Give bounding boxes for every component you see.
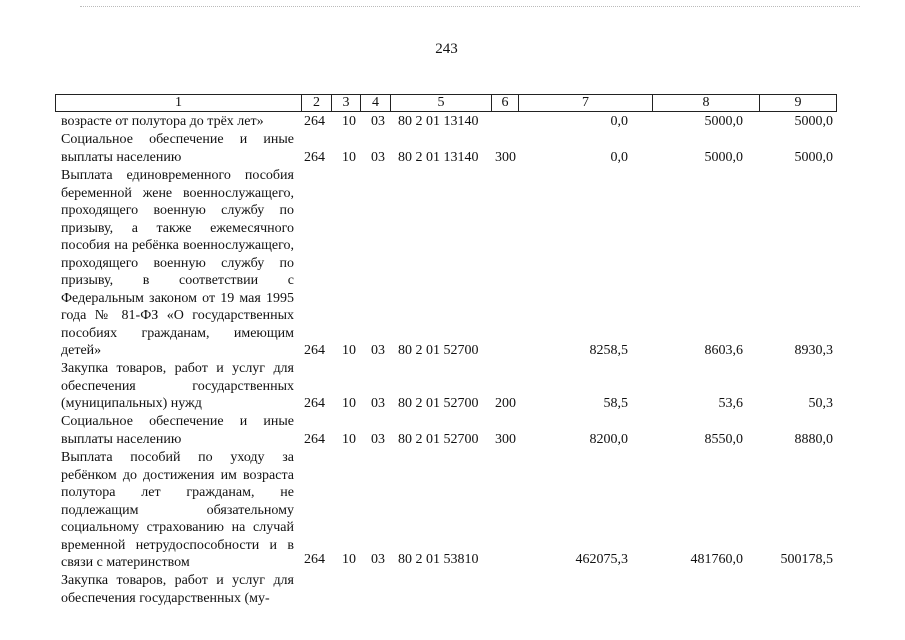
- row-amount-2: 481760,0: [690, 552, 743, 567]
- row-section: 10: [342, 343, 356, 358]
- row-description: Закупка товаров, работ и услуг для обеспечения государственных (му-: [61, 573, 294, 606]
- row-subsection: 03: [371, 396, 385, 411]
- row-ved: 264: [304, 431, 325, 447]
- row-ved: 264: [304, 343, 325, 358]
- col-header-8: 8: [652, 95, 759, 111]
- row-target-code: 80 2 01 53810: [398, 552, 479, 567]
- row-amount-1: 8200,0: [589, 431, 628, 447]
- row-ved: 264: [304, 552, 325, 567]
- row-subsection: 03: [371, 552, 385, 567]
- row-subsection: 03: [371, 431, 385, 447]
- row-expense-type: 200: [495, 396, 516, 411]
- row-amount-3: 500178,5: [780, 552, 833, 567]
- row-amount-1: 58,5: [603, 396, 628, 411]
- col-header-4: 4: [360, 95, 390, 111]
- col-header-1: 1: [175, 95, 182, 110]
- row-subsection: 03: [371, 343, 385, 358]
- row-amount-2: 8550,0: [704, 431, 743, 447]
- row-amount-3: 5000,0: [794, 114, 833, 129]
- row-section: 10: [342, 431, 356, 447]
- row-expense-type: 300: [495, 149, 516, 165]
- row-ved: 264: [304, 149, 325, 165]
- page-number: 243: [435, 41, 458, 57]
- row-description: Выплата пособий по уходу за ребёнком до достижения им возраста полутора лет гражданам, не подлежащим обязательному социальному страхованию на случай временной нетрудоспособности и в связи с материнством: [61, 450, 294, 570]
- row-ved: 264: [304, 114, 325, 129]
- table-header: [55, 94, 837, 112]
- col-header-7: 7: [518, 95, 652, 111]
- row-amount-1: 462075,3: [575, 552, 628, 567]
- col-header-2: 2: [301, 95, 331, 111]
- row-section: 10: [342, 552, 356, 567]
- row-target-code: 80 2 01 52700: [398, 431, 479, 447]
- row-target-code: 80 2 01 13140: [398, 114, 479, 129]
- row-description: Выплата единовременного пособия беременной жене военнослужащего, проходящего военную службу по призыву, а также ежемесячного пособия на ребёнка военнослужащего, проходящего военную службу по призыву, в соответствии с Федеральным законом от 19 мая 1995 года № 81-ФЗ «О государственных пособиях гражданам, имеющим детей»: [61, 168, 294, 358]
- row-description: Социальное обеспечение и иные выплаты населению: [61, 132, 294, 165]
- row-subsection: 03: [371, 114, 385, 129]
- row-amount-2: 53,6: [718, 396, 743, 411]
- row-amount-3: 8930,3: [794, 343, 833, 358]
- row-subsection: 03: [371, 149, 385, 165]
- col-header-3: 3: [331, 95, 360, 111]
- row-section: 10: [342, 114, 356, 129]
- row-section: 10: [342, 396, 356, 411]
- row-amount-2: 5000,0: [704, 114, 743, 129]
- col-header-6: 6: [491, 95, 518, 111]
- row-target-code: 80 2 01 13140: [398, 149, 479, 165]
- row-target-code: 80 2 01 52700: [398, 343, 479, 358]
- row-description: Закупка товаров, работ и услуг для обеспечения государственных (муниципальных) нужд: [61, 361, 294, 411]
- row-target-code: 80 2 01 52700: [398, 396, 479, 411]
- col-header-5: 5: [390, 95, 491, 111]
- row-section: 10: [342, 149, 356, 165]
- row-amount-1: 0,0: [610, 114, 628, 129]
- row-ved: 264: [304, 396, 325, 411]
- row-description: возрасте от полутора до трёх лет»: [61, 114, 264, 129]
- row-expense-type: 300: [495, 431, 516, 447]
- row-amount-3: 8880,0: [794, 431, 833, 447]
- row-description: Социальное обеспечение и иные выплаты населению: [61, 414, 294, 447]
- row-amount-2: 8603,6: [704, 343, 743, 358]
- row-amount-2: 5000,0: [704, 149, 743, 165]
- row-amount-1: 8258,5: [589, 343, 628, 358]
- row-amount-1: 0,0: [610, 149, 628, 165]
- row-amount-3: 50,3: [808, 396, 833, 411]
- scan-artifact-line: [80, 6, 860, 9]
- col-header-9: 9: [759, 95, 836, 111]
- row-amount-3: 5000,0: [794, 149, 833, 165]
